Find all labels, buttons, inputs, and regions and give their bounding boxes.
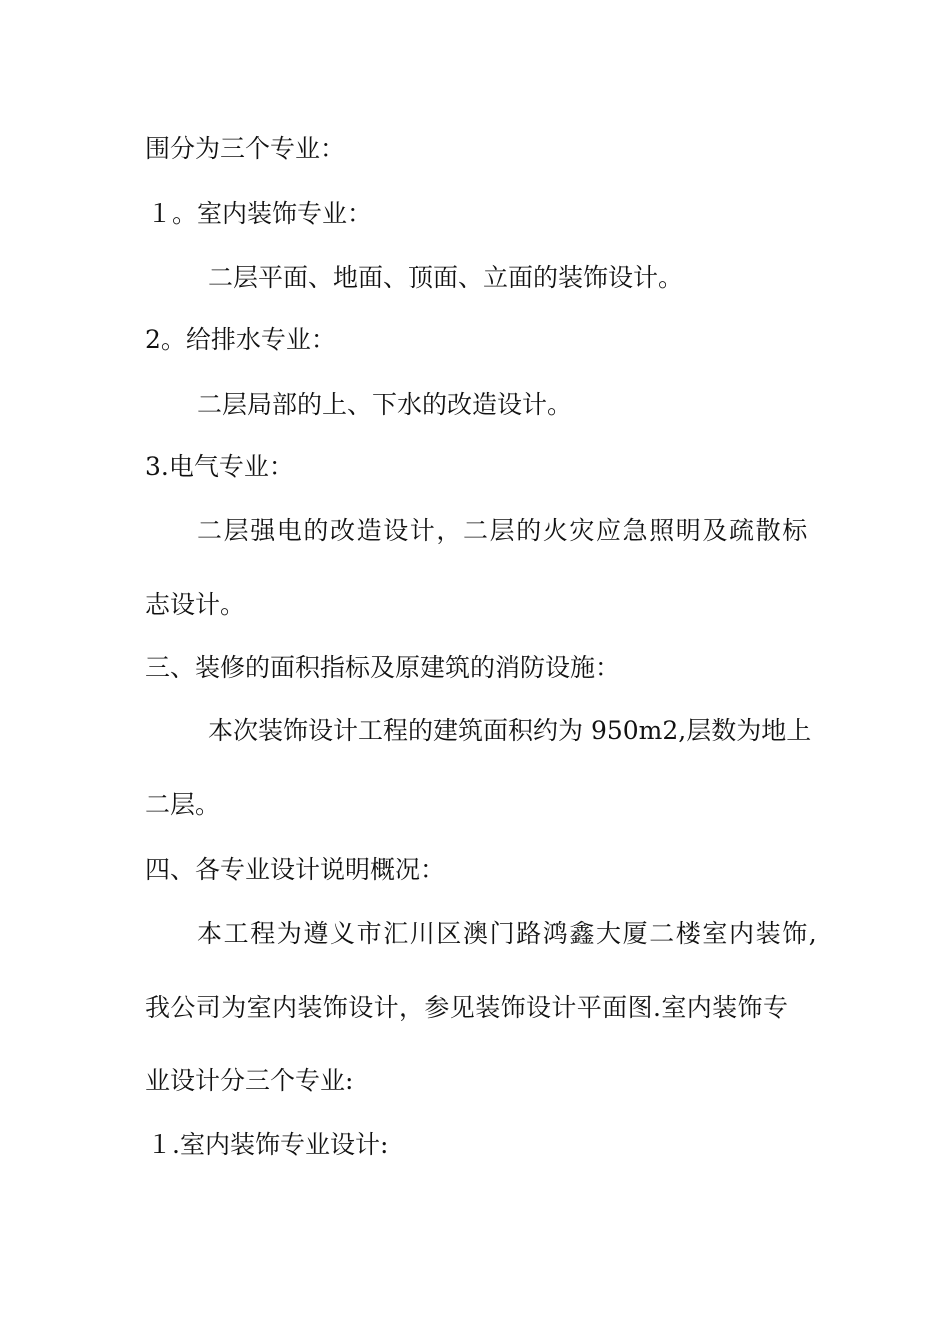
text-line: 二层局部的上、下水的改造设计。 (197, 390, 573, 419)
text-line: 三、装修的面积指标及原建筑的消防设施： (145, 653, 621, 682)
text-line: １.室内装饰专业设计: (147, 1130, 389, 1159)
text-line: 本次装饰设计工程的建筑面积约为 950m2,层数为地上 (208, 716, 812, 745)
text-line: 3.电气专业： (145, 452, 294, 481)
text-line: 2。给排水专业： (145, 325, 336, 354)
text-line: 我公司为室内装饰设计，参见装饰设计平面图.室内装饰专 (145, 993, 789, 1022)
text-line: 本工程为遵义市汇川区澳门路鸿鑫大厦二楼室内装饰, (197, 919, 819, 948)
text-line: 志设计。 (145, 590, 246, 619)
text-line: 四、各专业设计说明概况： (145, 855, 446, 884)
text-line: 围分为三个专业： (145, 134, 346, 163)
text-line: １。室内装饰专业： (147, 199, 373, 228)
text-line: 二层强电的改造设计，二层的火灾应急照明及疏散标 (197, 516, 809, 545)
text-line: 二层平面、地面、顶面、立面的装饰设计。 (208, 263, 684, 292)
text-line: 二层。 (145, 790, 221, 819)
text-line: 业设计分三个专业: (145, 1066, 354, 1095)
